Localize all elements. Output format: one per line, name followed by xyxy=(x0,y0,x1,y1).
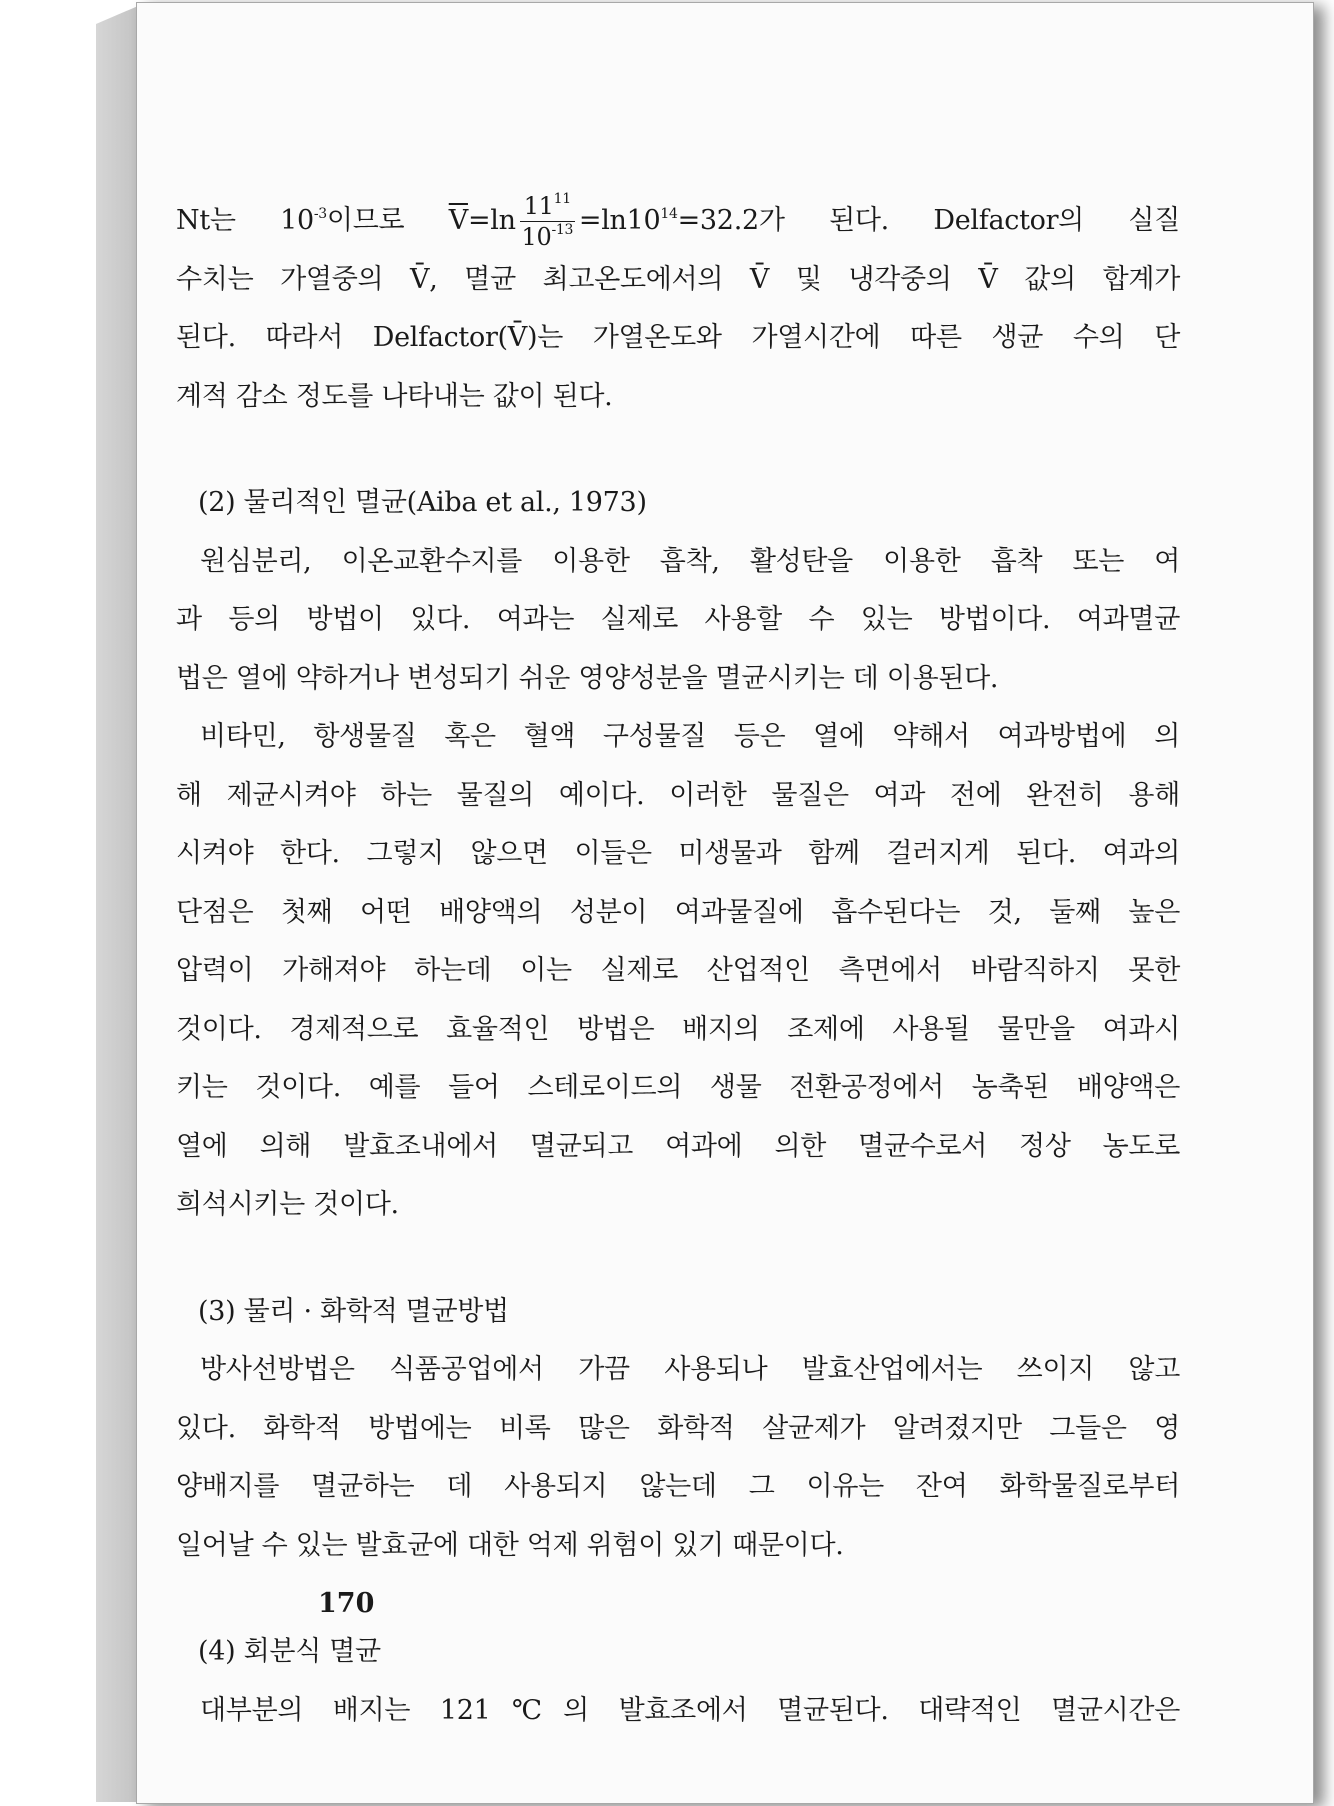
fraction-numerator: $11^{11}$ xyxy=(520,194,575,222)
formula-line xyxy=(176,192,1180,251)
text-line: 희석시키는 것이다. xyxy=(176,1189,399,1220)
text-line: 압력이 가해져야 하는데 이는 실제로 산업적인 측면에서 바람직하지 못한 xyxy=(176,955,1180,986)
text-line: 해 제균시켜야 하는 물질의 예이다. 이러한 물질은 여과 전에 완전히 용해 xyxy=(176,779,1180,811)
text-line: 양배지를 멸균하는 데 사용되지 않는데 그 이유는 잔여 화학물질로부터 xyxy=(176,1471,1180,1502)
formula-v-bar: $\overline{V}$ xyxy=(448,205,468,236)
section-heading: (3) 물리 · 화학적 멸균방법 xyxy=(198,1295,509,1327)
text-line: 것이다. 경제적으로 효율적인 방법은 배지의 조제에 사용될 물만을 여과시 xyxy=(176,1013,1180,1045)
text-line: 계적 감소 정도를 나타내는 값이 된다. xyxy=(176,380,613,412)
book-spine xyxy=(96,6,138,1802)
fraction-denominator: $10^{-13}$ xyxy=(521,222,574,251)
text-line: 대부분의 배지는 121℃의 발효조에서 멸균된다. 대략적인 멸균시간은 xyxy=(200,1694,1180,1726)
text-line: 키는 것이다. 예를 들어 스테로이드의 생물 전환공정에서 농축된 배양액은 xyxy=(176,1072,1180,1103)
text-line: 원심분리, 이온교환수지를 이용한 흡착, 활성탄을 이용한 흡착 또는 여 xyxy=(200,545,1180,577)
formula-tail: =32.2가 된다. Delfactor의 실질 xyxy=(677,205,1180,236)
formula-prefix: Nt는 10 xyxy=(176,205,314,236)
text-line: 법은 열에 약하거나 변성되기 쉬운 영양성분을 멸균시키는 데 이용된다. xyxy=(176,662,999,694)
text-line: 된다. 따라서 Delfactor(V̄)는 가열온도와 가열시간에 따른 생균 수의 단 xyxy=(176,322,1180,353)
formula-fraction xyxy=(520,191,575,251)
text-line: 시켜야 한다. 그렇지 않으면 이들은 미생물과 함께 걸러지게 된다. 여과의 xyxy=(176,838,1180,869)
page-body xyxy=(176,192,1180,1740)
page-number: 170 xyxy=(318,1588,375,1619)
text-line: 단점은 첫째 어떤 배양액의 성분이 여과물질에 흡수된다는 것, 둘째 높은 xyxy=(176,896,1180,928)
text-line: 열에 의해 발효조내에서 멸균되고 여과에 의한 멸균수로서 정상 농도로 xyxy=(176,1130,1180,1162)
section-heading: (4) 회분식 멸균 xyxy=(198,1636,381,1667)
text-line: 수치는 가열중의 V̄, 멸균 최고온도에서의 V̄ 및 냉각중의 V̄ 값의 합계가 xyxy=(176,263,1180,295)
text-line: 방사선방법은 식품공업에서 가끔 사용되나 발효산업에서는 쓰이지 않고 xyxy=(200,1354,1180,1385)
formula-exponent: 14 xyxy=(660,206,678,222)
text-line: 비타민, 항생물질 혹은 혈액 구성물질 등은 열에 약해서 여과방법에 의 xyxy=(200,721,1180,752)
text-line: 일어날 수 있는 발효균에 대한 억제 위험이 있기 때문이다. xyxy=(176,1529,844,1561)
formula-text: 이므로 xyxy=(326,205,405,236)
text-line: 있다. 화학적 방법에는 비록 많은 화학적 살균제가 알려졌지만 그들은 영 xyxy=(176,1412,1180,1444)
formula-exponent: -3 xyxy=(313,206,327,222)
text-line: 과 등의 방법이 있다. 여과는 실제로 사용할 수 있는 방법이다. 여과멸균 xyxy=(176,604,1180,635)
formula-text: =ln10 xyxy=(578,205,661,236)
section-heading: (2) 물리적인 멸균(Aiba et al., 1973) xyxy=(198,487,647,518)
formula-text: =ln xyxy=(467,205,516,236)
